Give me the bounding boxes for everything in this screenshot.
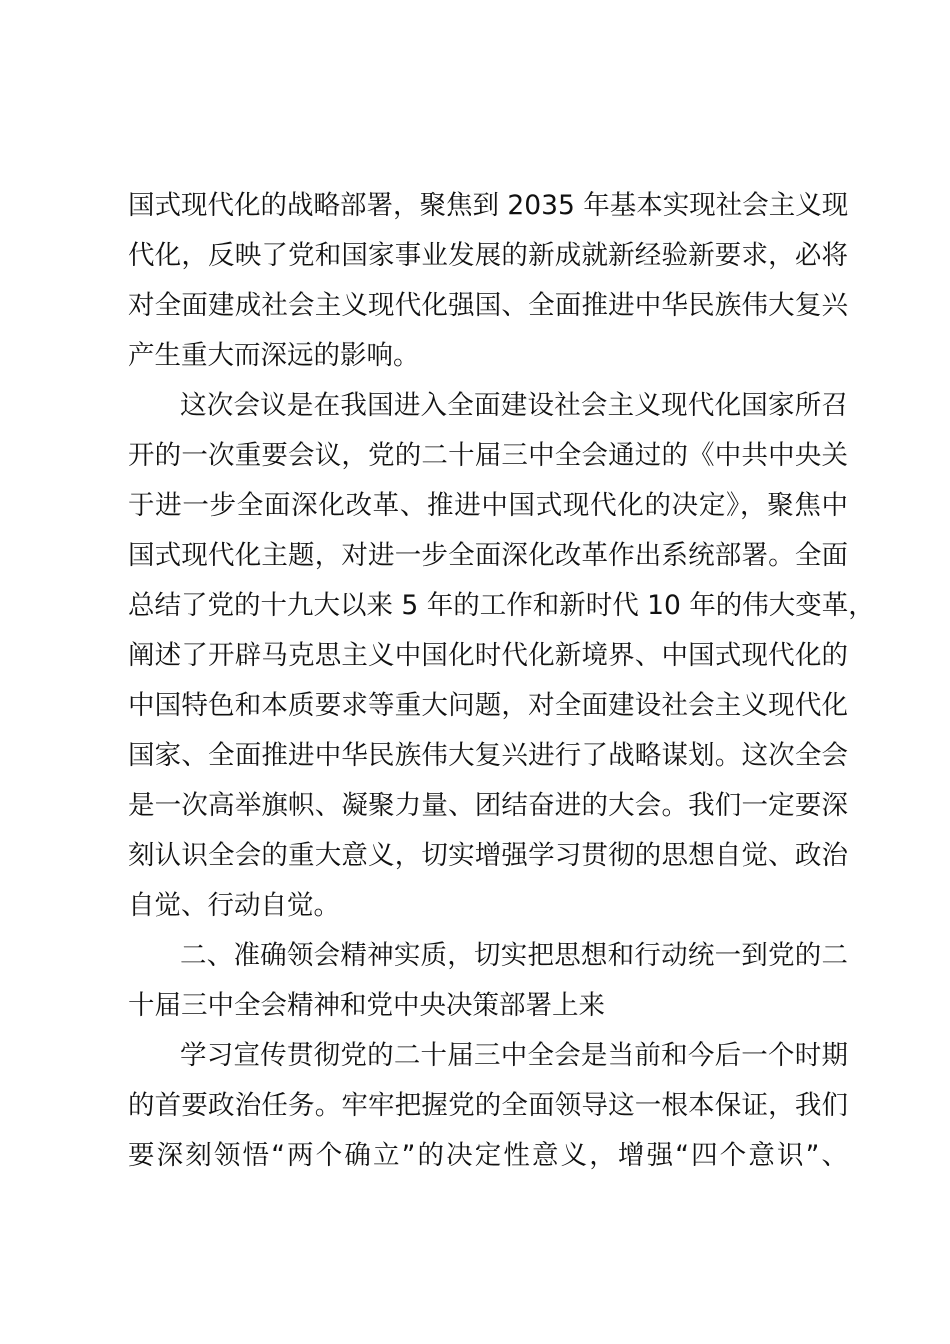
paragraph-first-line: 这次会议是在我国进入全面建设社会主义现代化国家所召: [180, 390, 848, 421]
text-line: 要深刻领悟“两个确立”的决定性意义，增强“四个意识”、: [128, 1140, 848, 1171]
text-line: 总结了党的十九大以来 5 年的工作和新时代 10 年的伟大变革，: [128, 590, 875, 621]
text-line: 的首要政治任务。牢牢把握党的全面领导这一根本保证，我们: [128, 1090, 848, 1121]
text-line: 于进一步全面深化改革、推进中国式现代化的决定》，聚焦中: [128, 490, 848, 521]
paragraph-first-line: 学习宣传贯彻党的二十届三中全会是当前和今后一个时期: [180, 1040, 848, 1071]
text-line: 产生重大而深远的影响。: [128, 340, 420, 371]
text-line: 国家、全面推进中华民族伟大复兴进行了战略谋划。这次全会: [128, 740, 848, 771]
section-heading-line: 二、准确领会精神实质，切实把思想和行动统一到党的二: [180, 940, 848, 971]
text-line: 代化，反映了党和国家事业发展的新成就新经验新要求，必将: [128, 240, 848, 271]
text-line: 中国特色和本质要求等重大问题，对全面建设社会主义现代化: [128, 690, 848, 721]
text-line: 开的一次重要会议，党的二十届三中全会通过的《中共中央关: [128, 440, 848, 471]
text-line: 刻认识全会的重大意义，切实增强学习贯彻的思想自觉、政治: [128, 840, 848, 871]
text-line: 国式现代化的战略部署，聚焦到 2035 年基本实现社会主义现: [128, 190, 849, 221]
section-heading-line: 十届三中全会精神和党中央决策部署上来: [128, 990, 605, 1021]
text-line: 国式现代化主题，对进一步全面深化改革作出系统部署。全面: [128, 540, 848, 571]
text-line: 是一次高举旗帜、凝聚力量、团结奋进的大会。我们一定要深: [128, 790, 848, 821]
text-line: 阐述了开辟马克思主义中国化时代化新境界、中国式现代化的: [128, 640, 848, 671]
text-line: 对全面建成社会主义现代化强国、全面推进中华民族伟大复兴: [128, 290, 848, 321]
text-line: 自觉、行动自觉。: [128, 890, 340, 921]
